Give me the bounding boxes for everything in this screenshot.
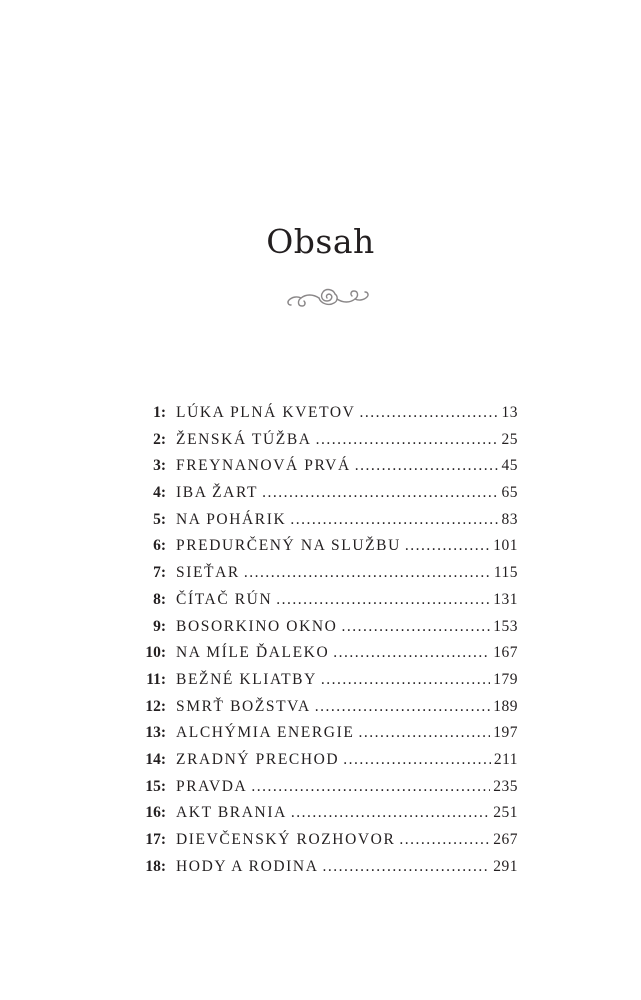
chapter-number: 16: — [145, 804, 166, 822]
toc-entry — [128, 698, 518, 725]
table-of-contents — [128, 404, 518, 884]
dot-leader — [290, 511, 498, 529]
page-number: 101 — [493, 537, 518, 555]
chapter-title: NA POHÁRIK — [176, 510, 287, 528]
chapter-number: 13: — [145, 724, 166, 742]
dot-leader — [405, 537, 490, 555]
chapter-title: BOSORKINO OKNO — [176, 617, 338, 635]
chapter-number: 6: — [153, 537, 166, 555]
toc-entry — [128, 831, 518, 858]
toc-entry — [128, 404, 518, 431]
chapter-number: 15: — [145, 777, 166, 795]
page-number: 83 — [501, 510, 518, 528]
toc-entry — [128, 804, 518, 831]
toc-entry — [128, 537, 518, 564]
chapter-number: 17: — [145, 831, 166, 848]
chapter-title: PREDURČENÝ NA SLUŽBU — [176, 537, 401, 555]
toc-entry — [128, 644, 518, 671]
page-number: 291 — [493, 857, 518, 875]
chapter-number: 8: — [153, 590, 166, 608]
page-number: 167 — [493, 644, 518, 662]
dot-leader — [276, 591, 490, 609]
chapter-number: 10: — [145, 644, 166, 662]
chapter-title: SMRŤ BOŽSTVA — [176, 697, 311, 715]
toc-entry — [128, 591, 518, 618]
chapter-title: BEŽNÉ KLIATBY — [176, 670, 317, 688]
dot-leader — [341, 618, 490, 636]
toc-entry — [128, 457, 518, 484]
chapter-title: LÚKA PLNÁ KVETOV — [176, 404, 356, 421]
chapter-title: ALCHÝMIA ENERGIE — [176, 724, 355, 742]
dot-leader — [244, 564, 491, 582]
chapter-title: SIEŤAR — [176, 564, 240, 582]
chapter-number: 5: — [153, 510, 166, 528]
chapter-title: DIEVČENSKÝ ROZHOVOR — [176, 831, 396, 848]
dot-leader — [399, 831, 490, 849]
chapter-number: 3: — [153, 457, 166, 475]
chapter-number: 9: — [153, 617, 166, 635]
chapter-number: 18: — [145, 857, 166, 875]
toc-entry — [128, 671, 518, 698]
page-number: 115 — [493, 564, 518, 582]
dot-leader — [355, 457, 499, 475]
dot-leader — [359, 404, 498, 422]
page-number: 197 — [493, 724, 518, 742]
chapter-number: 7: — [153, 564, 166, 582]
chapter-number: 4: — [153, 484, 166, 502]
chapter-number: 11: — [146, 670, 166, 688]
toc-entry — [128, 778, 518, 805]
toc-entry — [128, 564, 518, 591]
page-title: Obsah — [266, 222, 375, 261]
dot-leader — [262, 484, 498, 502]
page-number: 45 — [501, 457, 518, 475]
chapter-number: 14: — [145, 750, 166, 768]
dot-leader — [251, 778, 490, 796]
chapter-number: 12: — [145, 697, 166, 715]
page-number: 131 — [493, 590, 518, 608]
toc-entry — [128, 431, 518, 458]
page-number: 25 — [501, 430, 518, 448]
dot-leader — [315, 698, 490, 716]
chapter-title: ČÍTAČ RÚN — [176, 590, 273, 608]
page-number: 153 — [493, 617, 518, 635]
dot-leader — [321, 671, 490, 689]
toc-entry — [128, 858, 518, 885]
chapter-title: FREYNANOVÁ PRVÁ — [176, 457, 351, 475]
page-number: 211 — [493, 750, 518, 768]
chapter-title: ŽENSKÁ TÚŽBA — [176, 430, 312, 448]
dot-leader — [323, 858, 491, 876]
chapter-number: 1: — [153, 404, 166, 421]
toc-entry — [128, 724, 518, 751]
dot-leader — [316, 431, 499, 449]
page-number: 267 — [493, 831, 518, 848]
page-number: 235 — [493, 777, 518, 795]
page-number: 65 — [501, 484, 518, 502]
toc-entry — [128, 618, 518, 645]
page-number: 189 — [493, 697, 518, 715]
dot-leader — [333, 644, 490, 662]
chapter-number: 2: — [153, 430, 166, 448]
page-number: 179 — [493, 670, 518, 688]
dot-leader — [358, 724, 490, 742]
toc-entry — [128, 511, 518, 538]
toc-entry — [128, 484, 518, 511]
toc-entry — [128, 751, 518, 778]
chapter-title: NA MÍLE ĎALEKO — [176, 644, 330, 662]
dot-leader — [343, 751, 491, 769]
chapter-title: HODY A RODINA — [176, 857, 319, 875]
chapter-title: PRAVDA — [176, 777, 248, 795]
page-number: 13 — [501, 404, 518, 421]
chapter-title: AKT BRANIA — [176, 804, 287, 822]
swirl-ornament-icon — [284, 284, 370, 312]
dot-leader — [291, 804, 490, 822]
chapter-title: ZRADNÝ PRECHOD — [176, 750, 340, 768]
page-number: 251 — [493, 804, 518, 822]
chapter-title: IBA ŽART — [176, 484, 259, 502]
